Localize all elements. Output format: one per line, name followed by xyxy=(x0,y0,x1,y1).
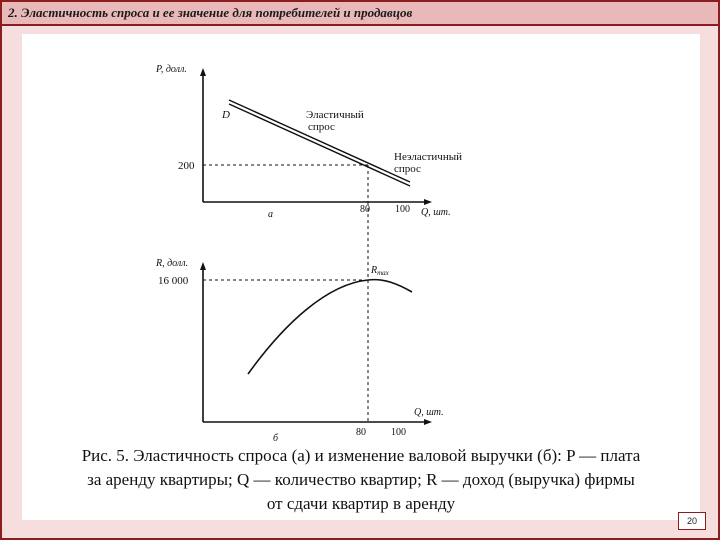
title-bar xyxy=(2,2,718,26)
figure-caption xyxy=(22,444,700,516)
top-y-axis-arrow xyxy=(200,68,206,76)
bottom-y-axis-label: R, долл. xyxy=(156,258,189,269)
bottom-panel-letter: б xyxy=(273,433,279,444)
bottom-y-axis-arrow xyxy=(200,262,206,270)
bottom-x-axis-arrow xyxy=(424,419,432,425)
top-x-axis-label: Q, шт. xyxy=(421,207,451,218)
elasticity-diagram xyxy=(22,34,700,444)
top-x-tick-80: 80 xyxy=(360,204,370,215)
elastic-label-line2: спрос xyxy=(308,121,335,133)
bottom-graph xyxy=(155,258,444,444)
caption-line-2: за аренду квартиры; Q — количество квартир; R — доход (выручка) фирмы xyxy=(87,470,635,489)
slide-title: 2. Эластичность спроса и ее значение для потребителей и продавцов xyxy=(8,5,413,20)
top-y-axis-label: P, долл. xyxy=(156,64,187,75)
demand-curve-label: D xyxy=(222,109,230,121)
bottom-x-tick-100: 100 xyxy=(391,427,406,438)
top-x-axis-arrow xyxy=(424,199,432,205)
top-panel-letter: а xyxy=(268,209,273,220)
caption-line-3: от сдачи квартир в аренду xyxy=(266,494,456,513)
revenue-curve xyxy=(248,280,412,374)
page-number: 20 xyxy=(678,512,706,530)
top-graph xyxy=(155,64,462,220)
inelastic-label-line2: спрос xyxy=(394,163,421,175)
inelastic-label-line1: Неэластичный xyxy=(394,151,462,163)
elastic-label-line1: Эластичный xyxy=(306,109,364,121)
bottom-x-axis-label: Q, шт. xyxy=(414,407,444,418)
caption-line-1: Рис. 5. Эластичность спроса (а) и изменение валовой выручки (б): P — плата xyxy=(81,446,641,465)
figure-panel xyxy=(22,34,700,520)
revenue-max-label: $R_{max}$ xyxy=(371,265,389,277)
top-x-tick-100: 100 xyxy=(395,204,410,215)
top-y-tick: 200 xyxy=(178,160,195,172)
bottom-y-tick: 16 000 xyxy=(158,275,189,287)
bottom-x-tick-80: 80 xyxy=(356,427,366,438)
